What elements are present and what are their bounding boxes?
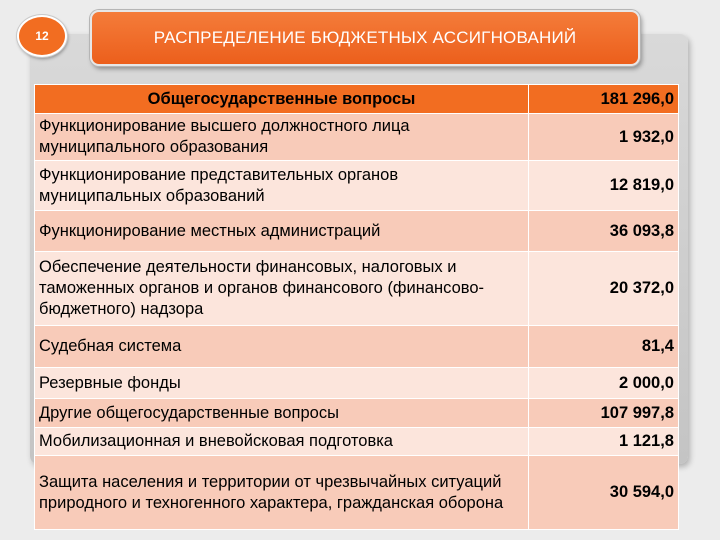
row-value-cell: 30 594,0	[529, 456, 679, 530]
table-row	[35, 399, 679, 428]
row-value-cell: 2 000,0	[529, 368, 679, 399]
row-value-cell: 36 093,8	[529, 211, 679, 252]
row-name-cell: Функционирование местных администраций	[35, 211, 529, 252]
header-value-cell: 181 296,0	[529, 85, 679, 114]
table-row	[35, 326, 679, 368]
row-value-cell: 12 819,0	[529, 161, 679, 211]
row-name-cell: Резервные фонды	[35, 368, 529, 399]
row-name-cell: Функционирование высшего должностного лица муниципального образования	[35, 114, 529, 161]
table-row	[35, 456, 679, 530]
row-name-cell: Другие общегосударственные вопросы	[35, 399, 529, 428]
budget-table	[34, 84, 679, 530]
table-row	[35, 211, 679, 252]
page-number-badge	[17, 15, 67, 57]
table-row	[35, 161, 679, 211]
row-name-cell: Обеспечение деятельности финансовых, налоговых и таможенных органов и органов финансового (финансово-бюджетного) надзора	[35, 252, 529, 326]
row-value-cell: 81,4	[529, 326, 679, 368]
table-row	[35, 428, 679, 456]
header-name-cell: Общегосударственные вопросы	[35, 85, 529, 114]
table-row	[35, 252, 679, 326]
row-name-cell: Мобилизационная и вневойсковая подготовка	[35, 428, 529, 456]
page-number: 12	[35, 29, 49, 43]
table-row	[35, 368, 679, 399]
row-name-cell: Функционирование представительных органов муниципальных образований	[35, 161, 529, 211]
table-header-row	[35, 85, 679, 114]
row-value-cell: 1 932,0	[529, 114, 679, 161]
row-name-cell: Защита населения и территории от чрезвычайных ситуаций природного и техногенного характера, гражданская оборона	[35, 456, 529, 530]
table-row	[35, 114, 679, 161]
slide-title: РАСПРЕДЕЛЕНИЕ БЮДЖЕТНЫХ АССИГНОВАНИЙ	[153, 28, 577, 47]
row-value-cell: 107 997,8	[529, 399, 679, 428]
title-banner	[90, 10, 640, 66]
row-value-cell: 1 121,8	[529, 428, 679, 456]
row-name-cell: Судебная система	[35, 326, 529, 368]
row-value-cell: 20 372,0	[529, 252, 679, 326]
